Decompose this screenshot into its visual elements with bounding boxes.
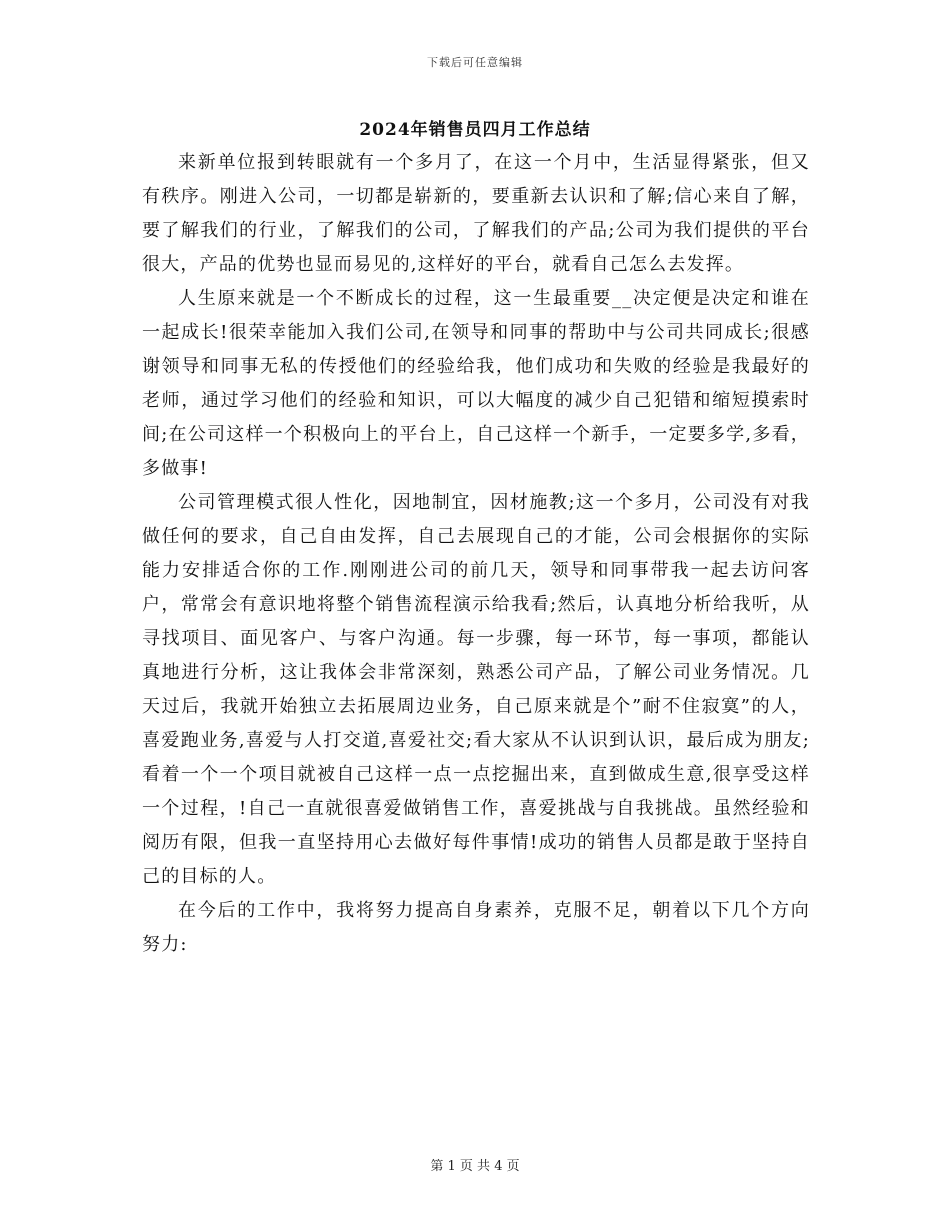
header-note: 下载后可任意编辑 [427, 56, 523, 69]
document-title: 2024年销售员四月工作总结 [359, 120, 591, 140]
paragraph: 公司管理模式很人性化，因地制宜，因材施教;这一个多月，公司没有对我做任何的要求，自己自由发挥，自己去展现自己的才能，公司会根据你的实际能力安排适合你的工作.刚刚进公司的前几天，领导和同事带我一起去访问客户，常常会有意识地将整个销售流程演示给我看;然后，认真地分析给我听，从寻找项目、面见客户、与客户沟通。每一步骤，每一环节，每一事项，都能认真地进行分析，这让我体会非常深刻，熟悉公司产品，了解公司业务情况。几天过后，我就开始独立去拓展周边业务，自己原来就是个”耐不住寂寞”的人，喜爱跑业务,喜爱与人打交道,喜爱社交;看大家从不认识到认识，最后成为朋友;看着一个一个项目就被自己这样一点一点挖掘出来，直到做成生意,很享受这样一个过程，!自己一直就很喜爱做销售工作，喜爱挑战与自我挑战。虽然经验和阅历有限，但我一直坚持用心去做好每件事情!成功的销售人员都是敢于坚持自己的目标的人。 [142, 492, 810, 887]
paragraph: 在今后的工作中，我将努力提高自身素养，克服不足，朝着以下几个方向努力: [142, 900, 810, 955]
paragraph: 来新单位报到转眼就有一个多月了，在这一个月中，生活显得紧张，但又有秩序。刚进入公司，一切都是崭新的，要重新去认识和了解;信心来自了解，要了解我们的行业，了解我们的公司，了解我们的产品;公司为我们提供的平台很大，产品的优势也显而易见的,这样好的平台，就看自己怎么去发挥。 [142, 152, 810, 275]
document-body [142, 146, 810, 962]
page-number: 第 1 页 共 4 页 [430, 1159, 520, 1174]
paragraph: 人生原来就是一个不断成长的过程，这一生最重要__决定便是决定和谁在一起成长!很荣幸能加入我们公司,在领导和同事的帮助中与公司共同成长;很感谢领导和同事无私的传授他们的经验给我，他们成功和失败的经验是我最好的老师，通过学习他们的经验和知识，可以大幅度的减少自己犯错和缩短摸索时间;在公司这样一个积极向上的平台上，自己这样一个新手，一定要多学,多看，多做事! [142, 288, 810, 479]
